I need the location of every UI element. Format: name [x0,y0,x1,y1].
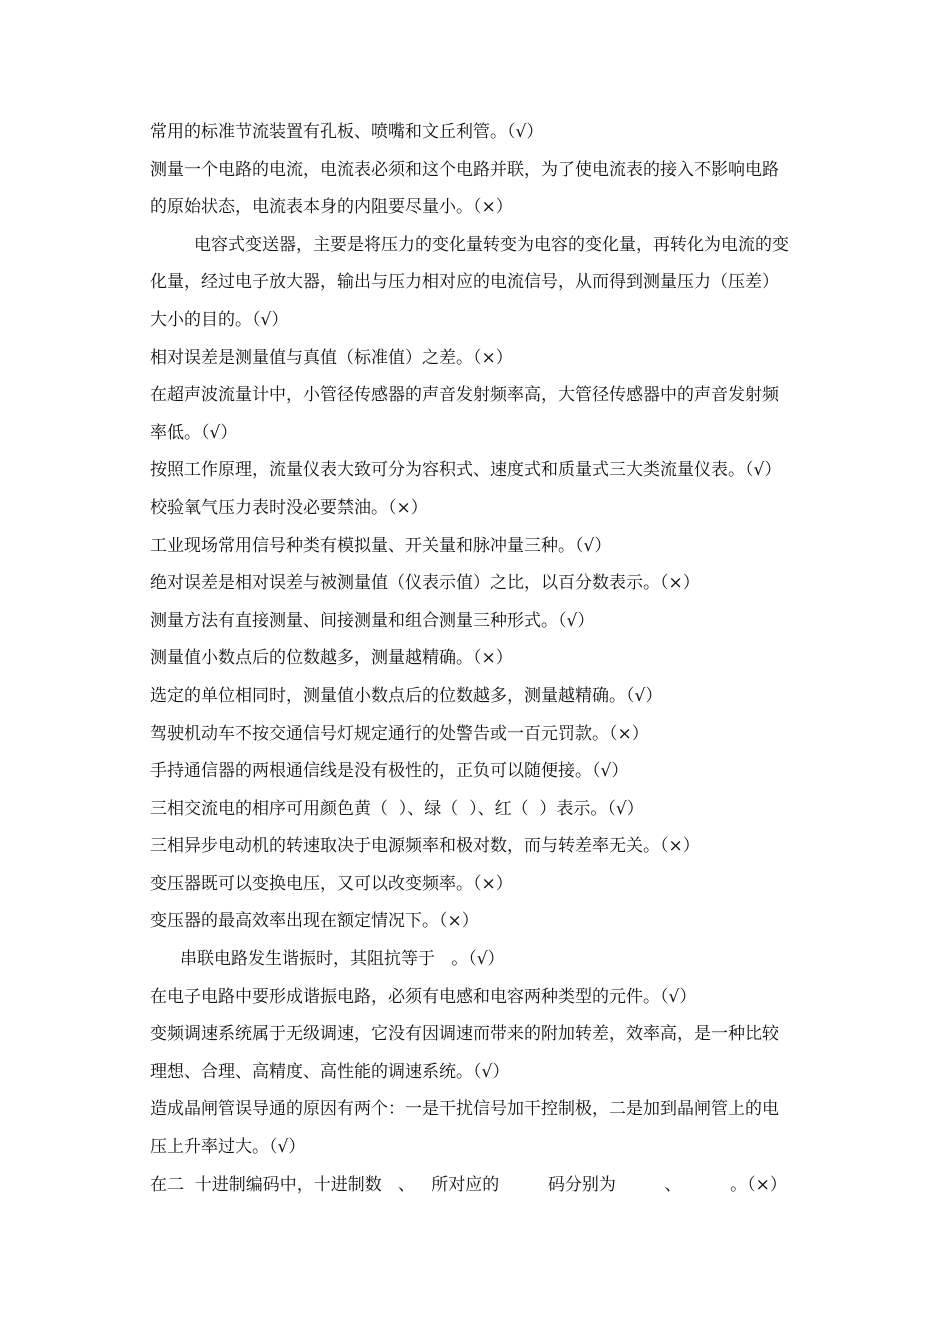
text-line: 电容式变送器，主要是将压力的变化量转变为电容的变化量，再转化为电流的变 [194,234,789,255]
text-line: 测量方法有直接测量、间接测量和组合测量三种形式。（√） [150,610,595,631]
text-line: 变频调速系统属于无级调速，它没有因调速而带来的附加转差，效率高，是一种比较 [150,1024,779,1045]
text-line: 串联电路发生谐振时，其阻抗等于 。（√） [180,949,505,970]
text-line: 工业现场常用信号种类有模拟量、开关量和脉冲量三种。（√） [150,535,612,556]
text-line: 测量值小数点后的位数越多，测量越精确。（×） [150,648,513,669]
text-line: 手持通信器的两根通信线是没有极性的，正负可以随便接。（√） [150,761,629,782]
text-line: 变压器的最高效率出现在额定情况下。（×） [150,911,479,932]
text-line: 在超声波流量计中，小管径传感器的声音发射频率高，大管径传感器中的声音发射频 [150,385,779,406]
text-line: 选定的单位相同时，测量值小数点后的位数越多，测量越精确。（√） [150,685,663,706]
text-line: 校验氧气压力表时没必要禁油。（×） [150,497,428,518]
text-line: 造成晶闸管误导通的原因有两个：一是干扰信号加干控制极，二是加到晶闸管上的电 [150,1099,779,1120]
text-line: 按照工作原理，流量仪表大致可分为容积式、速度式和质量式三大类流量仪表。（√） [150,460,782,481]
text-line: 相对误差是测量值与真值（标准值）之差。（×） [150,347,513,368]
text-line: 三相交流电的相序可用颜色黄（ ）、绿（ ）、红（ ）表示。（√） [150,798,644,819]
text-line: 压上升率过大。（√） [150,1137,306,1158]
text-line: 测量一个电路的电流，电流表必须和这个电路并联，为了使电流表的接入不影响电路 [150,159,779,180]
text-line: 在电子电路中要形成谐振电路，必须有电感和电容两种类型的元件。（√） [150,986,697,1007]
text-line: 绝对误差是相对误差与被测量值（仪表示值）之比，以百分数表示。（×） [150,573,700,594]
text-line: 变压器既可以变换电压，又可以改变频率。（×） [150,873,513,894]
text-line: 的原始状态，电流表本身的内阻要尽量小。（×） [150,197,513,218]
text-line: 化量，经过电子放大器，输出与压力相对应的电流信号，从而得到测量压力（压差） [150,272,779,293]
text-line: 大小的目的。（√） [150,309,289,330]
document-body [150,114,870,1204]
text-line: 三相异步电动机的转速取决于电源频率和极对数，而与转差率无关。（×） [150,836,700,857]
text-line: 常用的标准节流装置有孔板、喷嘴和文丘利管。（√） [150,122,544,142]
text-line: 理想、合理、高精度、高性能的调速系统。（√） [150,1061,510,1082]
text-line: 在二 十进制编码中，十进制数 、 所对应的 码分别为 、 。（×） [150,1174,787,1195]
text-line: 率低。（√） [150,422,238,443]
text-line: 驾驶机动车不按交通信号灯规定通行的处警告或一百元罚款。（×） [150,723,649,744]
